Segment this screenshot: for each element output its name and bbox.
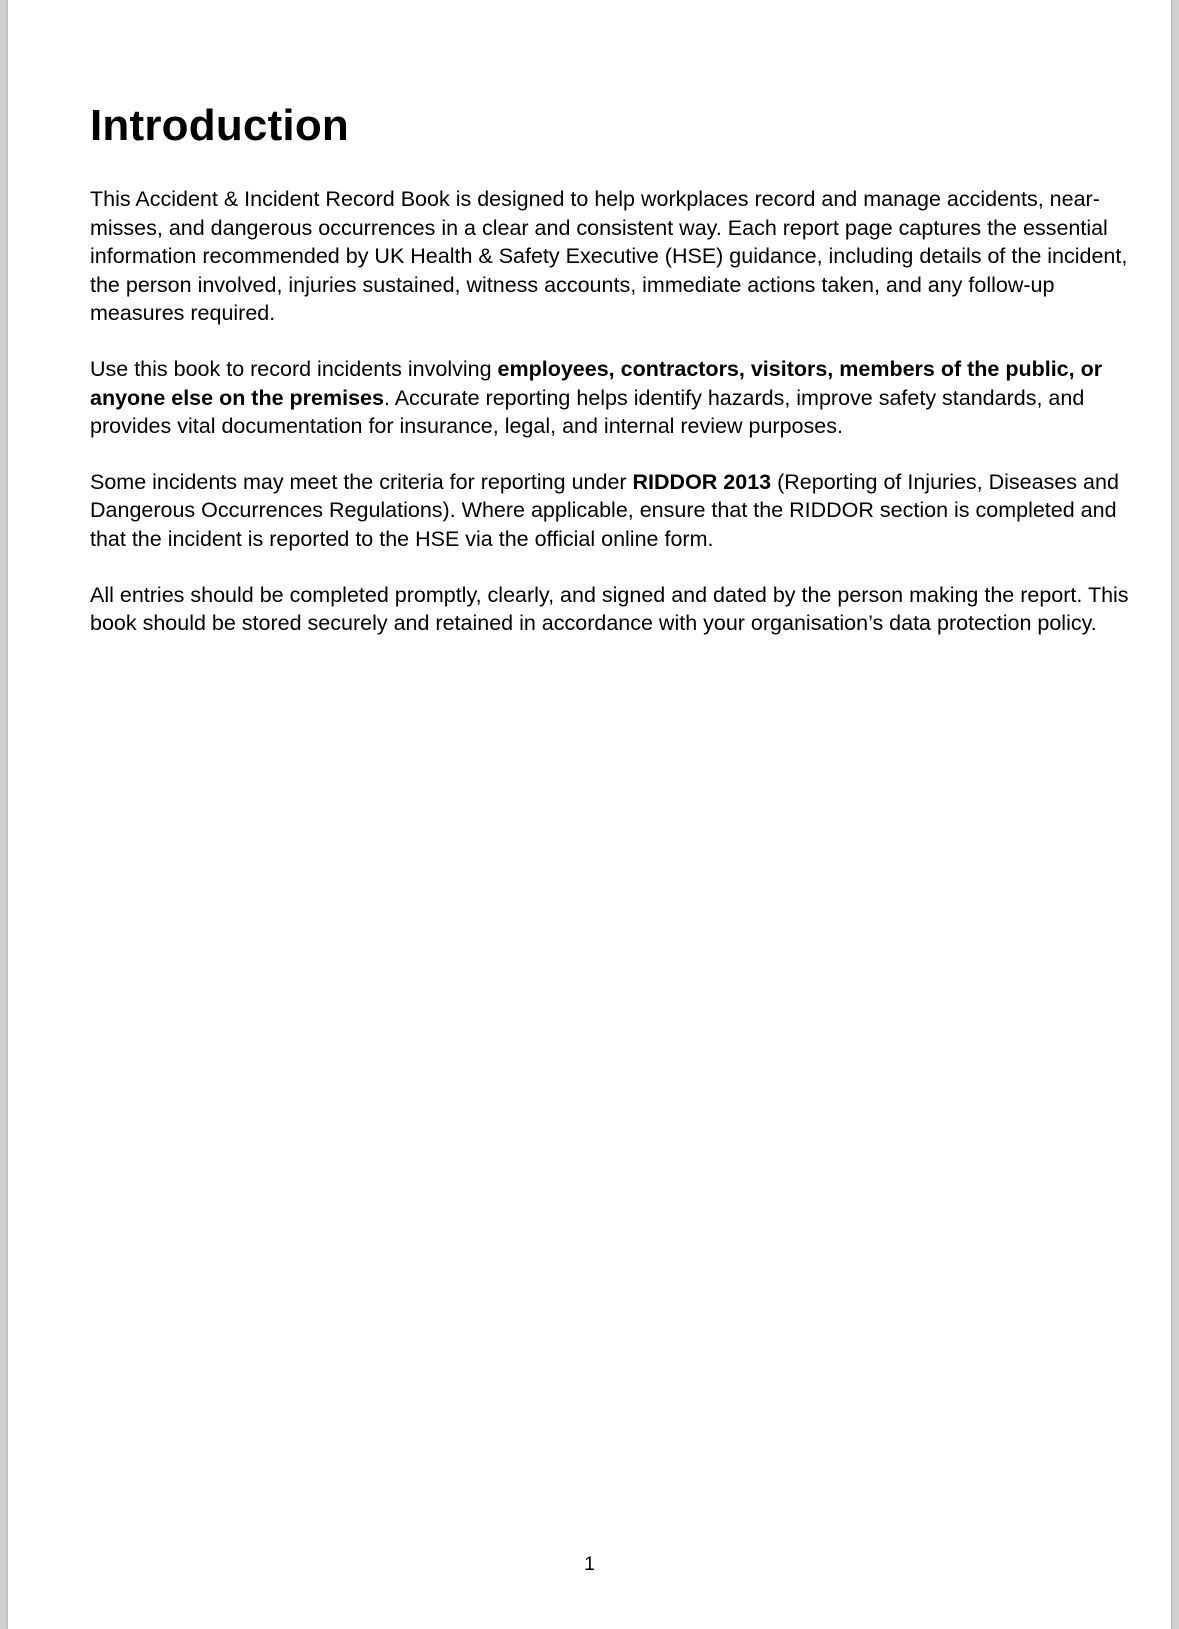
paragraph-usage-bold: employees, contractors, visitors, members of the public, or anyone else on the premises <box>90 356 1103 410</box>
paragraph-riddor <box>90 468 1130 554</box>
body-text <box>90 185 1130 665</box>
paragraph-intro-text: This Accident & Incident Record Book is designed to help workplaces record and manage accidents, near-misses, and dangerous occurrences in a clear and consistent way. Each report page captures the essential information recommended by UK Health & Safety Executive (HSE) guidance, including details of the incident, the person involved, injuries sustained, witness accounts, immediate actions taken, and any follow-up measures required. <box>90 187 1128 326</box>
paragraph-riddor-tail: (Reporting of Injuries, Diseases and Dangerous Occurrences Regulations). Where applicable, ensure that the RIDDOR section is completed and that the incident is reported to the HSE via the official online form. <box>90 469 1119 551</box>
paragraph-riddor-bold: RIDDOR 2013 <box>632 469 772 494</box>
paragraph-usage-tail: . Accurate reporting helps identify hazards, improve safety standards, and provides vital documentation for insurance, legal, and internal review purposes. <box>90 385 1085 439</box>
paragraph-entries-text: All entries should be completed promptly, clearly, and signed and dated by the person making the report. This book should be stored securely and retained in accordance with your organisation’s data protection policy. <box>90 582 1129 636</box>
paragraph-usage <box>90 355 1130 441</box>
page-title: Introduction <box>90 101 350 150</box>
paragraph-riddor-lead: Some incidents may meet the criteria for reporting under <box>90 469 633 494</box>
page-number: 1 <box>584 1554 595 1575</box>
paragraph-intro <box>90 185 1130 328</box>
paragraph-usage-lead: Use this book to record incidents involving <box>90 356 498 381</box>
document-page <box>8 0 1171 1629</box>
paragraph-entries <box>90 581 1130 638</box>
